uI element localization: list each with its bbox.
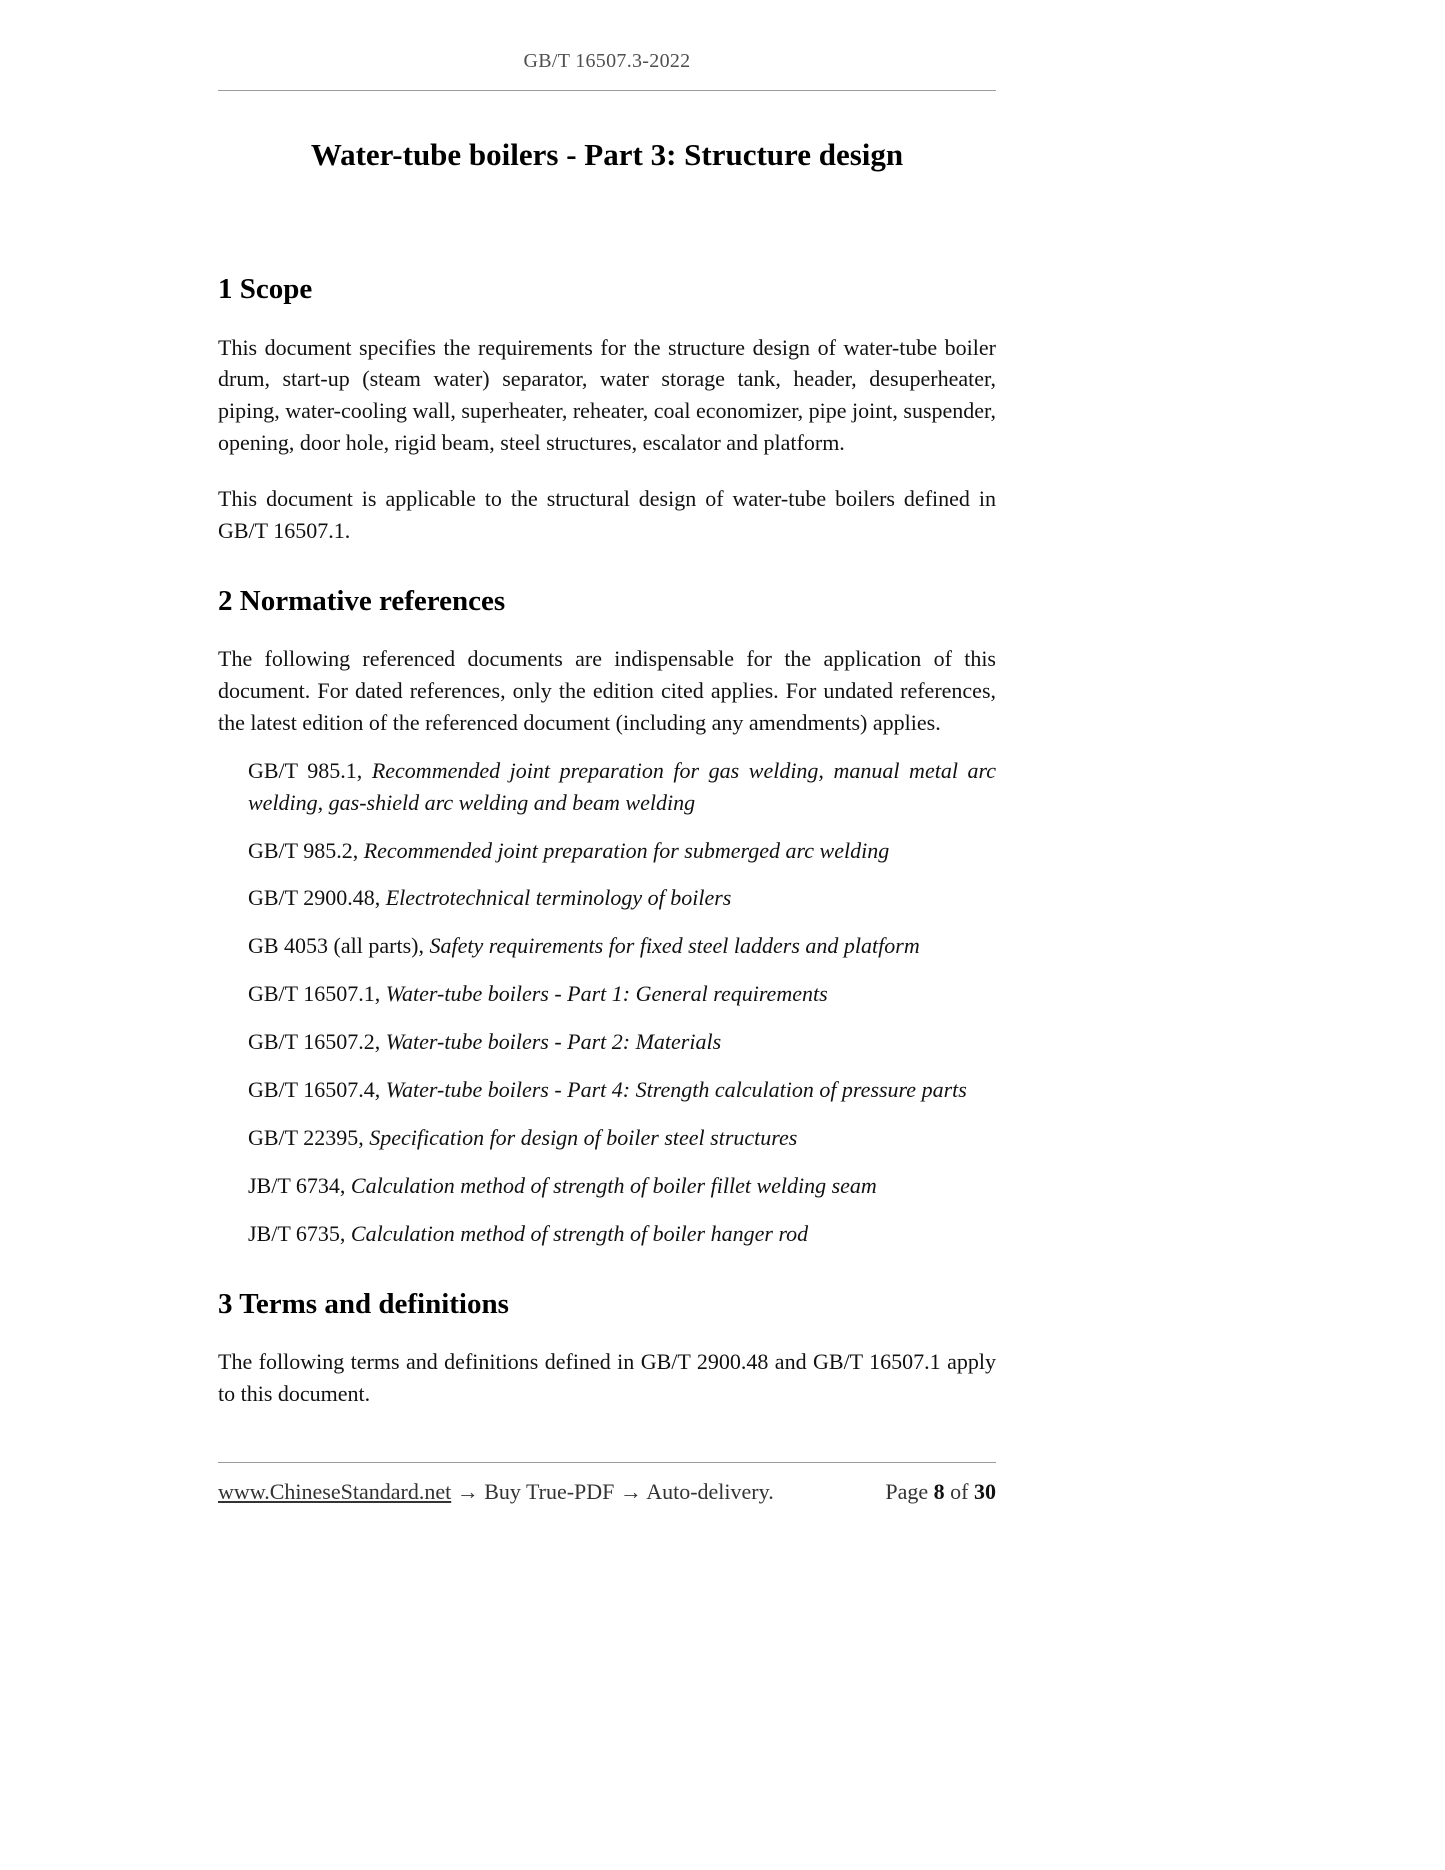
reference-item (248, 978, 996, 1010)
reference-title: Calculation method of strength of boiler hanger rod (350, 1220, 809, 1246)
heading-normative-references: 2 Normative references (218, 584, 506, 617)
total-pages: 30 (974, 1479, 996, 1504)
reference-title: Safety requirements for fixed steel ladders and platform (429, 933, 920, 959)
reference-item (248, 1122, 996, 1154)
reference-item (248, 882, 996, 914)
chinesestandard-link[interactable]: www.ChineseStandard.net (218, 1479, 452, 1504)
arrow-icon: → (619, 1479, 642, 1504)
reference-code: GB/T 16507.1, (248, 981, 386, 1007)
arrow-icon: → (456, 1479, 479, 1504)
reference-item (248, 1218, 996, 1250)
reference-code: GB 4053 (all parts), (248, 933, 430, 959)
of-label: of (950, 1479, 969, 1504)
reference-code: GB/T 985.1, (248, 757, 372, 783)
reference-title: Electrotechnical terminology of boilers (385, 885, 732, 911)
reference-title: Recommended joint preparation for gas welding, manual metal arc welding, gas-shield arc welding and beam welding (248, 757, 996, 815)
buy-true-pdf-label: Buy True-PDF (484, 1479, 615, 1504)
reference-code: GB/T 22395, (248, 1124, 370, 1150)
reference-title: Water-tube boilers - Part 4: Strength calculation of pressure parts (385, 1077, 967, 1103)
page-indicator (885, 1477, 996, 1508)
reference-title: Specification for design of boiler steel structures (369, 1124, 798, 1150)
footer-source-line (218, 1477, 774, 1508)
footer-row (218, 1477, 996, 1508)
reference-code: GB/T 16507.4, (248, 1077, 386, 1103)
scope-paragraph-2: This document is applicable to the structural design of water-tube boilers defined in GB/T 16507.1. (218, 486, 996, 543)
reference-item (248, 1170, 996, 1202)
reference-code: GB/T 16507.2, (248, 1029, 386, 1055)
auto-delivery-label: Auto-delivery. (646, 1479, 774, 1504)
page-header (218, 48, 996, 91)
footer-divider (218, 1462, 996, 1463)
reference-item (248, 930, 996, 962)
header-divider (218, 90, 996, 91)
reference-title: Water-tube boilers - Part 2: Materials (385, 1029, 722, 1055)
heading-terms: 3 Terms and definitions (218, 1287, 509, 1320)
scope-paragraph-1: This document specifies the requirements for the structure design of water-tube boiler drum, start-up (steam water) separator, water storage tank, header, desuperheater, piping, water-cooling wall, superheater, reheater, coal economizer, pipe joint, suspender, opening, door hole, rigid beam, steel structures, escalator and platform. (218, 334, 996, 456)
page-footer (218, 1462, 996, 1508)
reference-code: JB/T 6735, (248, 1220, 351, 1246)
reference-title: Recommended joint preparation for submerged arc welding (363, 837, 890, 863)
section-terms (218, 1286, 996, 1410)
reference-item (248, 755, 996, 819)
normative-intro-paragraph: The following referenced documents are indispensable for the application of this document. For dated references, only the edition cited applies. For undated references, the latest edition of the referenced document (including any amendments) applies. (218, 646, 996, 735)
document-title: Water-tube boilers - Part 3: Structure design (310, 137, 904, 172)
reference-title: Calculation method of strength of boiler fillet welding seam (350, 1172, 877, 1198)
terms-paragraph: The following terms and definitions defined in GB/T 2900.48 and GB/T 16507.1 apply to this document. (218, 1348, 996, 1406)
reference-item (248, 1026, 996, 1058)
reference-title: Water-tube boilers - Part 1: General requirements (385, 981, 828, 1007)
reference-code: GB/T 985.2, (248, 837, 364, 863)
heading-scope: 1 Scope (218, 273, 313, 306)
page-content (218, 48, 996, 1410)
section-normative-references (218, 583, 996, 1250)
reference-code: JB/T 6734, (248, 1172, 351, 1198)
page-number: 8 (933, 1479, 945, 1504)
page-label: Page (885, 1479, 929, 1504)
references-list (218, 755, 996, 1250)
reference-item (248, 835, 996, 867)
standard-number: GB/T 16507.3-2022 (523, 50, 691, 72)
reference-item (248, 1074, 996, 1106)
reference-code: GB/T 2900.48, (248, 885, 386, 911)
section-scope (218, 271, 996, 547)
